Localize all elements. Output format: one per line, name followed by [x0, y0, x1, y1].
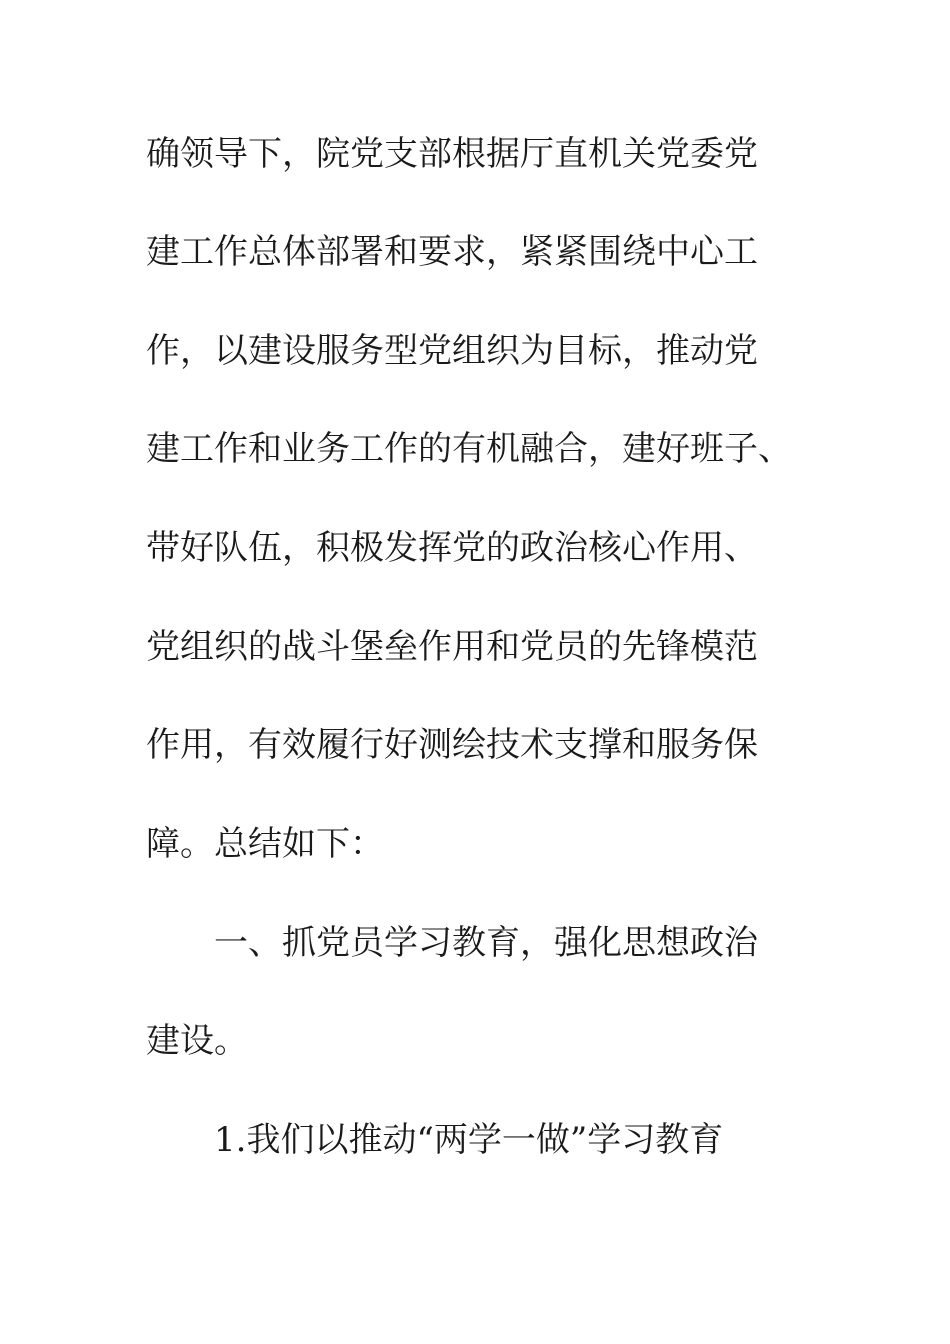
paragraph-line: 建工作和业务工作的有机融合，建好班子、 [146, 429, 792, 469]
paragraph-line: 障。总结如下： [146, 824, 384, 864]
section-heading: 一、抓党员学习教育，强化思想政治 [214, 923, 758, 963]
section-heading-continuation: 建设。 [146, 1021, 248, 1061]
paragraph-line: 作，以建设服务型党组织为目标，推动党 [146, 331, 758, 371]
paragraph-line: 党组织的战斗堡垒作用和党员的先锋模范 [146, 627, 758, 667]
paragraph-line: 建工作总体部署和要求，紧紧围绕中心工 [146, 232, 758, 272]
paragraph-line: 作用，有效履行好测绘技术支撑和服务保 [146, 725, 758, 765]
numbered-paragraph-line: 1.我们以推动“两学一做”学习教育 [214, 1120, 724, 1160]
paragraph-line: 确领导下，院党支部根据厅直机关党委党 [146, 134, 758, 174]
paragraph-line: 带好队伍，积极发挥党的政治核心作用、 [146, 528, 758, 568]
